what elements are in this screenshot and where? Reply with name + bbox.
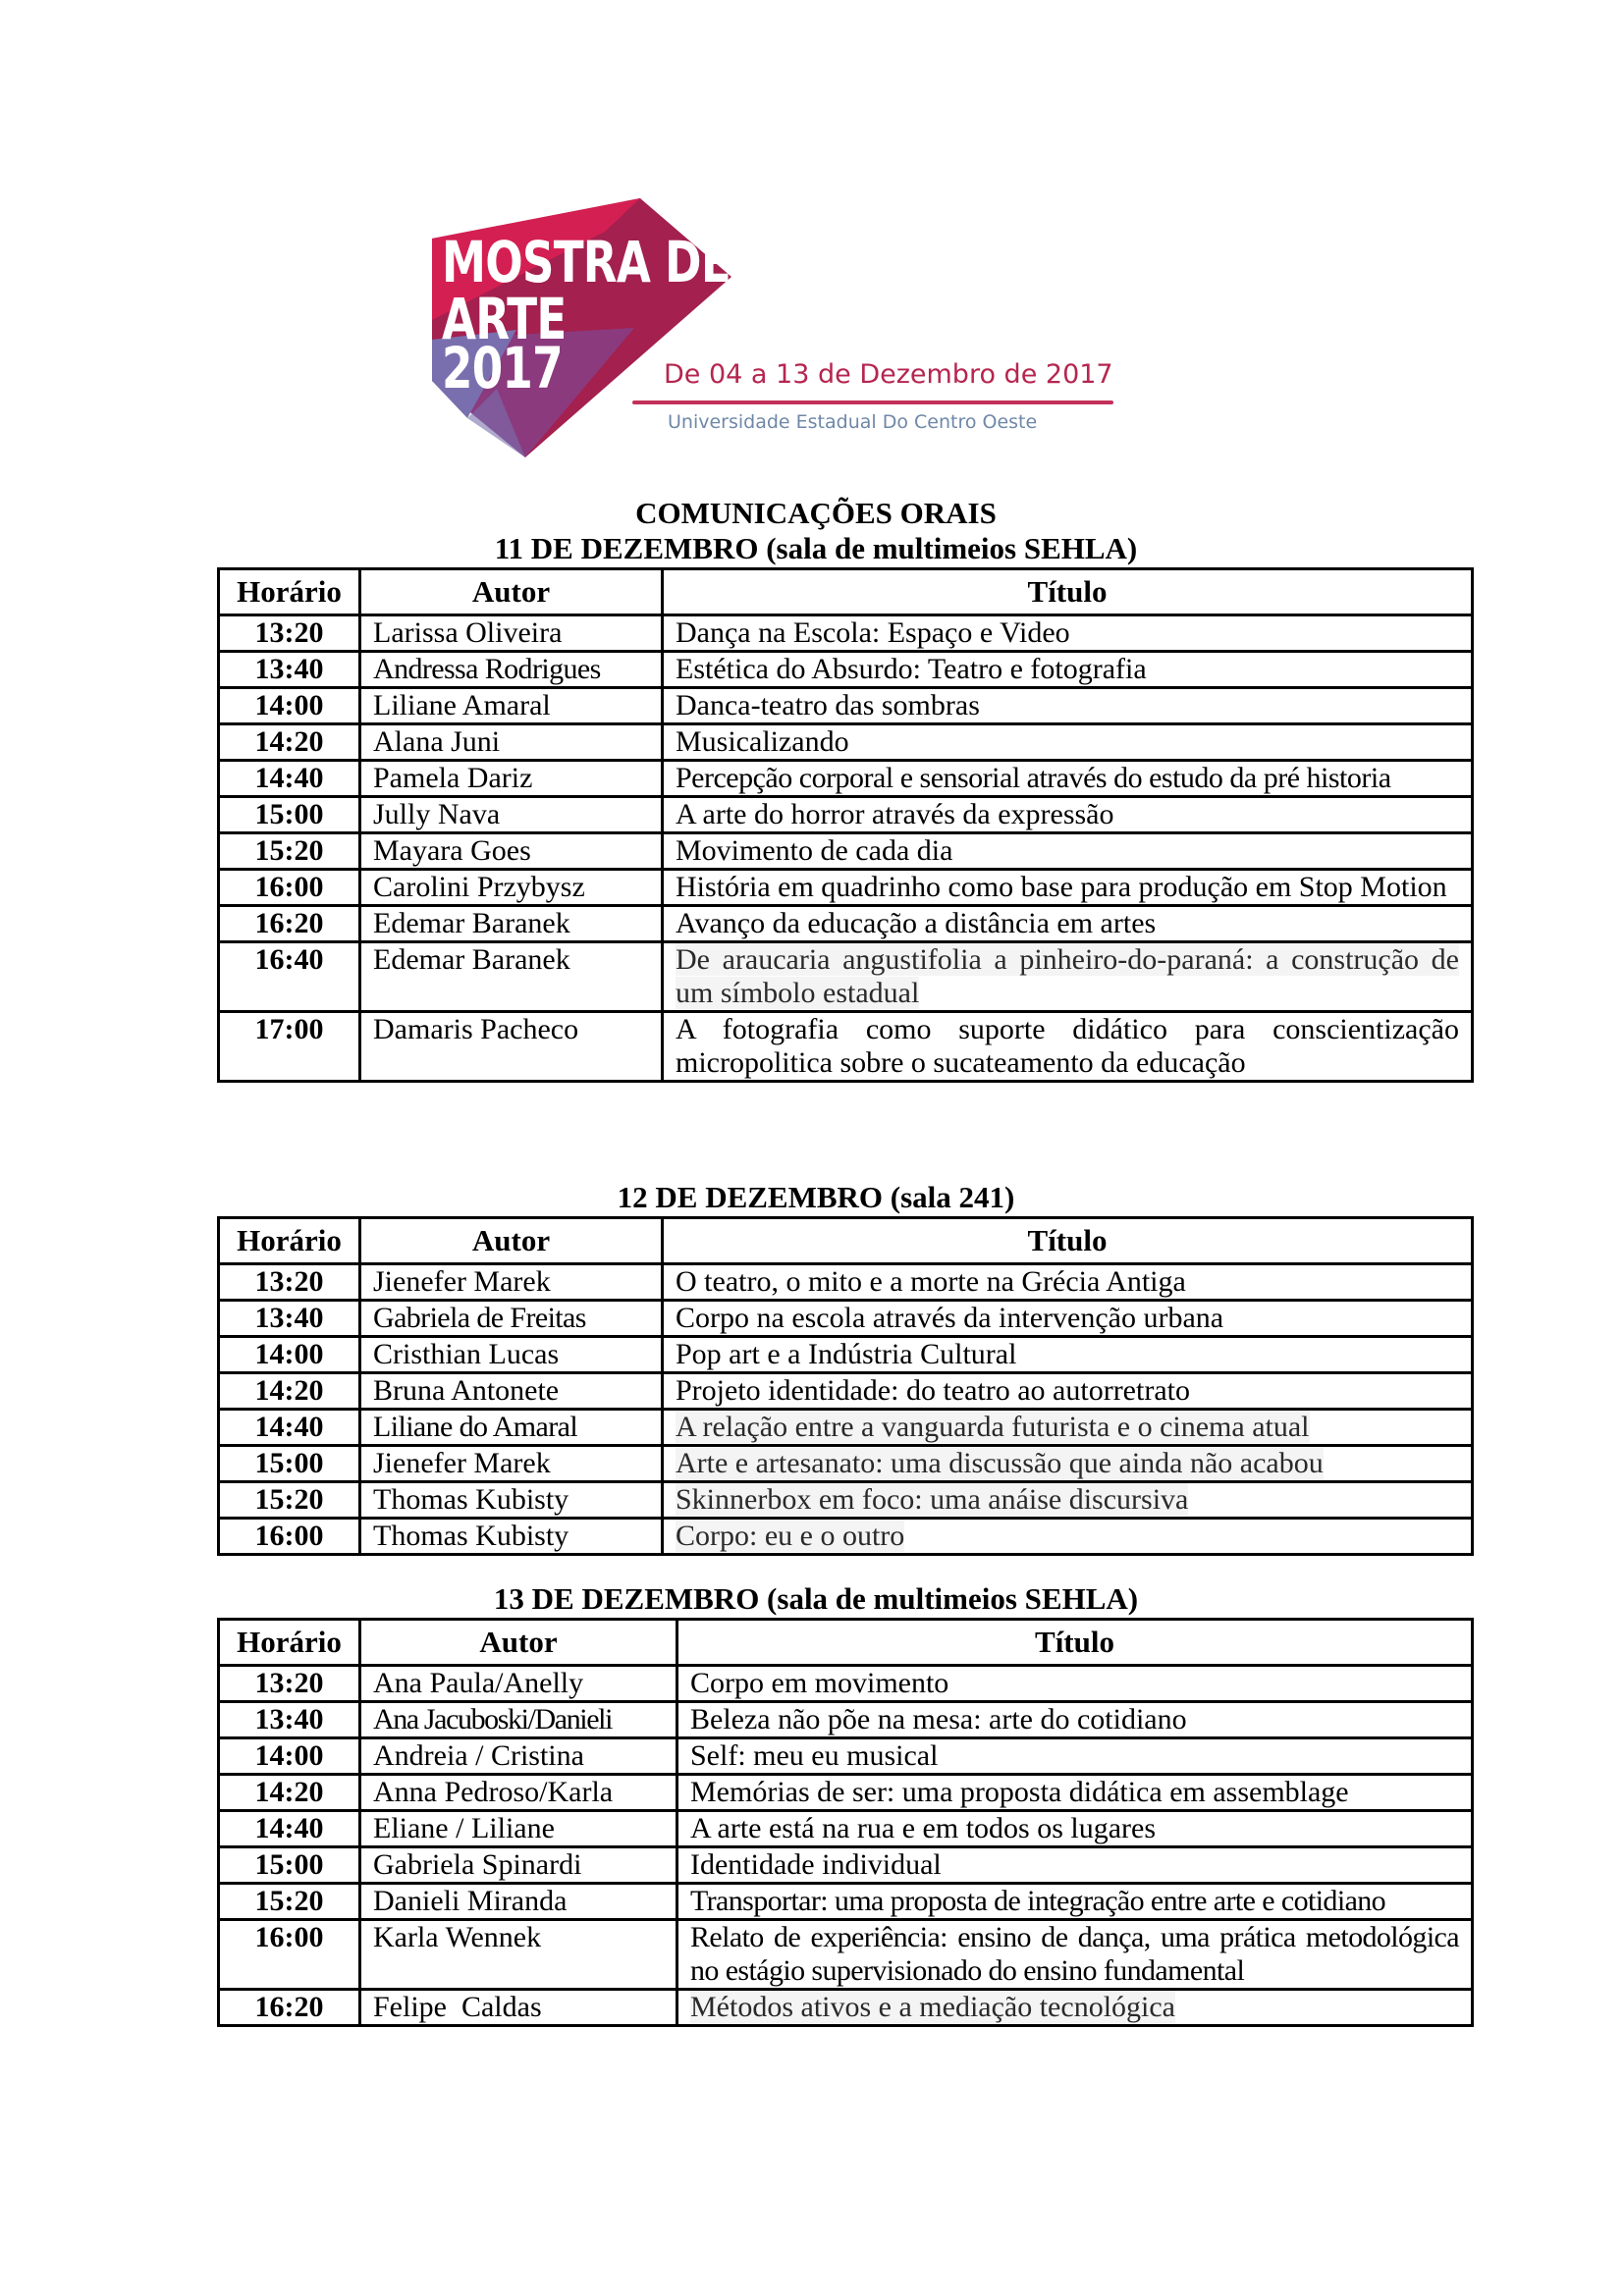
row-time: 14:40: [219, 1410, 360, 1446]
event-logo: [428, 192, 1214, 467]
column-header-title: Título: [663, 569, 1473, 615]
row-time: 13:20: [219, 615, 360, 652]
row-title: A arte do horror através da expressão: [663, 797, 1473, 833]
row-title: Musicalizando: [663, 724, 1473, 761]
column-header-title: Título: [677, 1620, 1473, 1666]
row-author: Eliane / Liliane: [360, 1811, 677, 1847]
row-author: Liliane do Amaral: [360, 1410, 663, 1446]
row-time: 14:20: [219, 724, 360, 761]
row-author: Anna Pedroso/Karla: [360, 1775, 677, 1811]
logo-title-line2: ARTE: [442, 286, 567, 352]
row-title: Corpo na escola através da intervenção urbana: [663, 1301, 1473, 1337]
row-title: Self: meu eu musical: [677, 1738, 1473, 1775]
row-author: Bruna Antonete: [360, 1373, 663, 1410]
row-time: 15:00: [219, 1446, 360, 1482]
table-row: [219, 1519, 1473, 1555]
table-row: [219, 1666, 1473, 1702]
row-time: 14:00: [219, 1337, 360, 1373]
row-time: 13:40: [219, 652, 360, 688]
row-time: 14:20: [219, 1373, 360, 1410]
row-author: Alana Juni: [360, 724, 663, 761]
row-author: Edemar Baranek: [360, 906, 663, 942]
day-heading-11: 11 DE DEZEMBRO (sala de multimeios SEHLA): [494, 531, 1138, 565]
row-author: Ana Paula/Anelly: [360, 1666, 677, 1702]
row-time: 15:20: [219, 1482, 360, 1519]
row-title-text: Skinnerbox em foco: uma anáise discursiva: [676, 1483, 1189, 1516]
table-row: [219, 615, 1473, 652]
column-header-author: Autor: [360, 569, 663, 615]
row-title-text: Corpo: eu e o outro: [676, 1520, 905, 1552]
table-header-row: [219, 1218, 1473, 1264]
table-row: [219, 1702, 1473, 1738]
row-title: Relato de experiência: ensino de dança, uma prática metodológica no estágio supervisionado do ensino fundamental: [677, 1920, 1473, 1990]
table-row: [219, 1337, 1473, 1373]
row-title: Transportar: uma proposta de integração entre arte e cotidiano: [677, 1884, 1473, 1920]
table-row: [219, 688, 1473, 724]
row-time: 13:20: [219, 1264, 360, 1301]
row-title: [663, 1519, 1473, 1555]
row-time: 15:00: [219, 797, 360, 833]
row-author: Jienefer Marek: [360, 1264, 663, 1301]
table-row: [219, 761, 1473, 797]
row-time: 15:00: [219, 1847, 360, 1884]
row-time: 14:40: [219, 1811, 360, 1847]
row-author: Liliane Amaral: [360, 688, 663, 724]
table-row: [219, 1738, 1473, 1775]
row-title: Percepção corporal e sensorial através do estudo da pré historia: [663, 761, 1473, 797]
row-time: 14:00: [219, 1738, 360, 1775]
row-title-text: De araucaria angustifolia a pinheiro-do-paraná: a construção de um símbolo estadual: [676, 943, 1459, 1009]
row-title: [677, 1990, 1473, 2026]
table-row: [219, 906, 1473, 942]
row-title: [663, 1446, 1473, 1482]
logo-title-line1: MOSTRA DE: [442, 229, 731, 295]
row-time: 16:00: [219, 1519, 360, 1555]
table-row: [219, 1264, 1473, 1301]
column-header-title: Título: [663, 1218, 1473, 1264]
row-author: Jienefer Marek: [360, 1446, 663, 1482]
table-row: [219, 870, 1473, 906]
row-title: A arte está na rua e em todos os lugares: [677, 1811, 1473, 1847]
column-header-time: Horário: [219, 1218, 360, 1264]
row-time: 15:20: [219, 833, 360, 870]
row-time: 14:00: [219, 688, 360, 724]
row-time: 16:00: [219, 870, 360, 906]
table-row: [219, 833, 1473, 870]
row-title: O teatro, o mito e a morte na Grécia Antiga: [663, 1264, 1473, 1301]
row-title: História em quadrinho como base para produção em Stop Motion: [663, 870, 1473, 906]
row-time: 13:40: [219, 1301, 360, 1337]
column-header-time: Horário: [219, 569, 360, 615]
event-dates: De 04 a 13 de Dezembro de 2017: [664, 359, 1113, 390]
schedule-table-day-13: [217, 1618, 1474, 2027]
column-header-time: Horário: [219, 1620, 360, 1666]
table-row: [219, 1847, 1473, 1884]
table-header-row: [219, 569, 1473, 615]
row-time: 15:20: [219, 1884, 360, 1920]
row-title: Movimento de cada dia: [663, 833, 1473, 870]
table-row: [219, 1920, 1473, 1990]
logo-year: 2017: [442, 335, 563, 401]
row-title: [663, 1482, 1473, 1519]
row-title: Memórias de ser: uma proposta didática em assemblage: [677, 1775, 1473, 1811]
row-author: Andressa Rodrigues: [360, 652, 663, 688]
schedule-table-day-11: [217, 567, 1474, 1083]
row-author: Ana Jacuboski/Danieli: [360, 1702, 677, 1738]
row-title: Avanço da educação a distância em artes: [663, 906, 1473, 942]
row-title: Beleza não põe na mesa: arte do cotidiano: [677, 1702, 1473, 1738]
table-row: [219, 1482, 1473, 1519]
row-time: 16:20: [219, 1990, 360, 2026]
row-title: Identidade individual: [677, 1847, 1473, 1884]
document-title: COMUNICAÇÕES ORAIS: [635, 496, 997, 530]
row-author: Felipe Caldas: [360, 1990, 677, 2026]
day-heading-12: 12 DE DEZEMBRO (sala 241): [617, 1180, 1015, 1214]
row-time: 13:40: [219, 1702, 360, 1738]
row-author: Larissa Oliveira: [360, 615, 663, 652]
row-time: 16:20: [219, 906, 360, 942]
table-row: [219, 1990, 1473, 2026]
row-title-text: Arte e artesanato: uma discussão que ainda não acabou: [676, 1447, 1324, 1479]
table-row: [219, 1811, 1473, 1847]
row-title: A fotografia como suporte didático para conscientização micropolitica sobre o sucateamento da educação: [663, 1012, 1473, 1082]
row-author: Jully Nava: [360, 797, 663, 833]
university-name: Universidade Estadual Do Centro Oeste: [668, 411, 1038, 433]
row-author: Cristhian Lucas: [360, 1337, 663, 1373]
table-row: [219, 1410, 1473, 1446]
row-author: Gabriela Spinardi: [360, 1847, 677, 1884]
row-time: 13:20: [219, 1666, 360, 1702]
table-row: [219, 942, 1473, 1012]
row-title: Projeto identidade: do teatro ao autorretrato: [663, 1373, 1473, 1410]
row-title-text: Métodos ativos e a mediação tecnológica: [690, 1991, 1175, 2023]
table-row: [219, 1012, 1473, 1082]
row-title: [663, 942, 1473, 1012]
column-header-author: Autor: [360, 1218, 663, 1264]
row-author: Karla Wennek: [360, 1920, 677, 1990]
table-row: [219, 1373, 1473, 1410]
row-time: 16:40: [219, 942, 360, 1012]
table-row: [219, 1301, 1473, 1337]
schedule-table-day-12: [217, 1216, 1474, 1556]
row-title: [663, 1410, 1473, 1446]
day-heading-13: 13 DE DEZEMBRO (sala de multimeios SEHLA): [493, 1581, 1139, 1616]
row-time: 14:40: [219, 761, 360, 797]
row-author: Pamela Dariz: [360, 761, 663, 797]
row-time: 16:00: [219, 1920, 360, 1990]
row-title: Dança na Escola: Espaço e Video: [663, 615, 1473, 652]
row-title: Estética do Absurdo: Teatro e fotografia: [663, 652, 1473, 688]
table-row: [219, 724, 1473, 761]
table-row: [219, 652, 1473, 688]
table-row: [219, 797, 1473, 833]
row-title: Corpo em movimento: [677, 1666, 1473, 1702]
row-author: Edemar Baranek: [360, 942, 663, 1012]
row-author: Andreia / Cristina: [360, 1738, 677, 1775]
row-author: Danieli Miranda: [360, 1884, 677, 1920]
row-title: Danca-teatro das sombras: [663, 688, 1473, 724]
table-row: [219, 1775, 1473, 1811]
row-author: Damaris Pacheco: [360, 1012, 663, 1082]
row-author: Mayara Goes: [360, 833, 663, 870]
row-author: Thomas Kubisty: [360, 1482, 663, 1519]
row-author: Gabriela de Freitas: [360, 1301, 663, 1337]
row-title: Pop art e a Indústria Cultural: [663, 1337, 1473, 1373]
column-header-author: Autor: [360, 1620, 677, 1666]
row-time: 17:00: [219, 1012, 360, 1082]
row-time: 14:20: [219, 1775, 360, 1811]
row-author: Thomas Kubisty: [360, 1519, 663, 1555]
logo-divider: [632, 400, 1113, 404]
row-title-text: A relação entre a vanguarda futurista e o cinema atual: [676, 1411, 1310, 1443]
table-header-row: [219, 1620, 1473, 1666]
table-row: [219, 1884, 1473, 1920]
row-author: Carolini Przybysz: [360, 870, 663, 906]
table-row: [219, 1446, 1473, 1482]
